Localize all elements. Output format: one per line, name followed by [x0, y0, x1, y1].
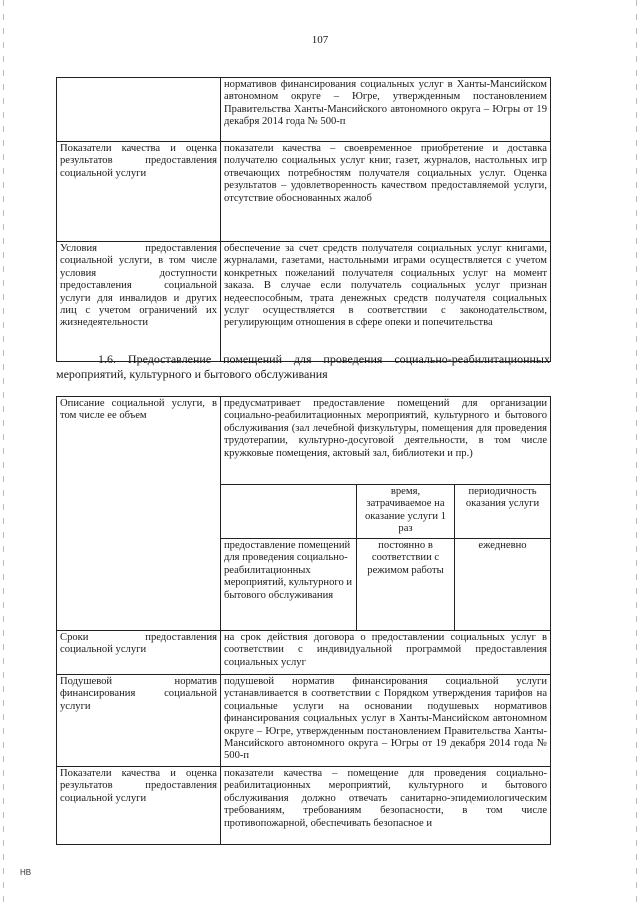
row-label	[57, 78, 221, 142]
row-value: нормативов финансирования социальных услуг в Ханты-Мансийском автономном округе – Югре, утвержденным постановлением Правительства Ханты-Мансийского автономного округа – Югры от 19 декабря 2014 года № 500-п	[221, 78, 551, 142]
quality-text: показатели качества – помещение для проведения социально-реабилитационных мероприятий, культурного и бытового обслуживания должно отвечать санитарно-эпидемиологическим требованиям, требованиям безопасности, в том числе противопожарной, обеспечивать безопасное и	[221, 767, 551, 845]
table-row	[57, 142, 551, 242]
row-value: показатели качества – своевременное приобретение и доставка получателю социальных услуг книг, газет, журналов, настольных игр отвечающих потребностям получателя социальных услуг. Оценка результатов – удовлетворенность качеством предоставляемой услуги, отсутствие обоснованных жалоб	[221, 142, 551, 242]
terms-text: на срок действия договора о предоставлении социальных услуг в соответствии с индивидуальной программой предоставления социальных услуг	[221, 631, 551, 675]
service-period: ежедневно	[455, 539, 551, 631]
page-number: 107	[311, 34, 329, 46]
norm-label: Подушевой норматив финансирования социальной услуги	[57, 675, 221, 767]
service-name: предоставление помещений для проведения социально-реабилитационных мероприятий, культурного и бытового обслуживания	[221, 539, 357, 631]
period-column-header: периодичность оказания услуги	[455, 485, 551, 539]
empty-header-cell	[221, 485, 357, 539]
row-value: обеспечение за счет средств получателя социальных услуг книгами, журналами, газетами, настольными играми осуществляется с учетом конкретных пожеланий получателя социальных услуг на момент заказа. В случае если получатель социальных услуг признан недееспособным, трата денежных средств получателя социальных услуг осуществляется в соответствии с законодательством, регулирующим отношения в сфере опеки и попечительства	[221, 242, 551, 362]
section-heading: 1.6. Предоставление помещений для проведения социально-реабилитационных мероприятий, культурного и бытового обслуживания	[56, 352, 550, 381]
service-time: постоянно в соответствии с режимом работы	[357, 539, 455, 631]
table-row	[57, 631, 551, 675]
quality-label: Показатели качества и оценка результатов предоставления социальной услуги	[57, 767, 221, 845]
table-row	[57, 397, 551, 485]
scan-edge-left	[3, 0, 4, 905]
description-label: Описание социальной услуги, в том числе ее объем	[57, 397, 221, 631]
terms-label: Сроки предоставления социальной услуги	[57, 631, 221, 675]
service-description-table	[56, 396, 551, 845]
footer-mark: HB	[20, 868, 32, 877]
table-row	[57, 242, 551, 362]
table-row	[57, 767, 551, 845]
table-row	[57, 78, 551, 142]
row-label: Показатели качества и оценка результатов предоставления социальной услуги	[57, 142, 221, 242]
scan-edge-right	[636, 0, 637, 905]
services-table-continued	[56, 77, 551, 362]
norm-text: подушевой норматив финансирования социальной услуги устанавливается в соответствии с Порядком утверждения тарифов на социальные услуги на основании подушевых нормативов финансирования социальных услуг в Ханты-Мансийском автономном округе – Югре, утвержденным постановлением Правительства Ханты-Мансийского автономного округа – Югры от 19 декабря 2014 года № 500-п	[221, 675, 551, 767]
description-text: предусматривает предоставление помещений для организации социально-реабилитационных мероприятий, культурного и бытового обслуживания (зал лечебной физкультуры, помещения для проведения трудотерапии, культурно-досуговой деятельности, в том числе кружковые помещения, актовый зал, библиотеки и пр.)	[221, 397, 551, 485]
table-row	[57, 675, 551, 767]
row-label: Условия предоставления социальной услуги, в том числе условия доступности предоставления социальной услуги для инвалидов и других лиц с учетом ограничений их жизнедеятельности	[57, 242, 221, 362]
time-column-header: время, затрачиваемое на оказание услуги 1 раз	[357, 485, 455, 539]
